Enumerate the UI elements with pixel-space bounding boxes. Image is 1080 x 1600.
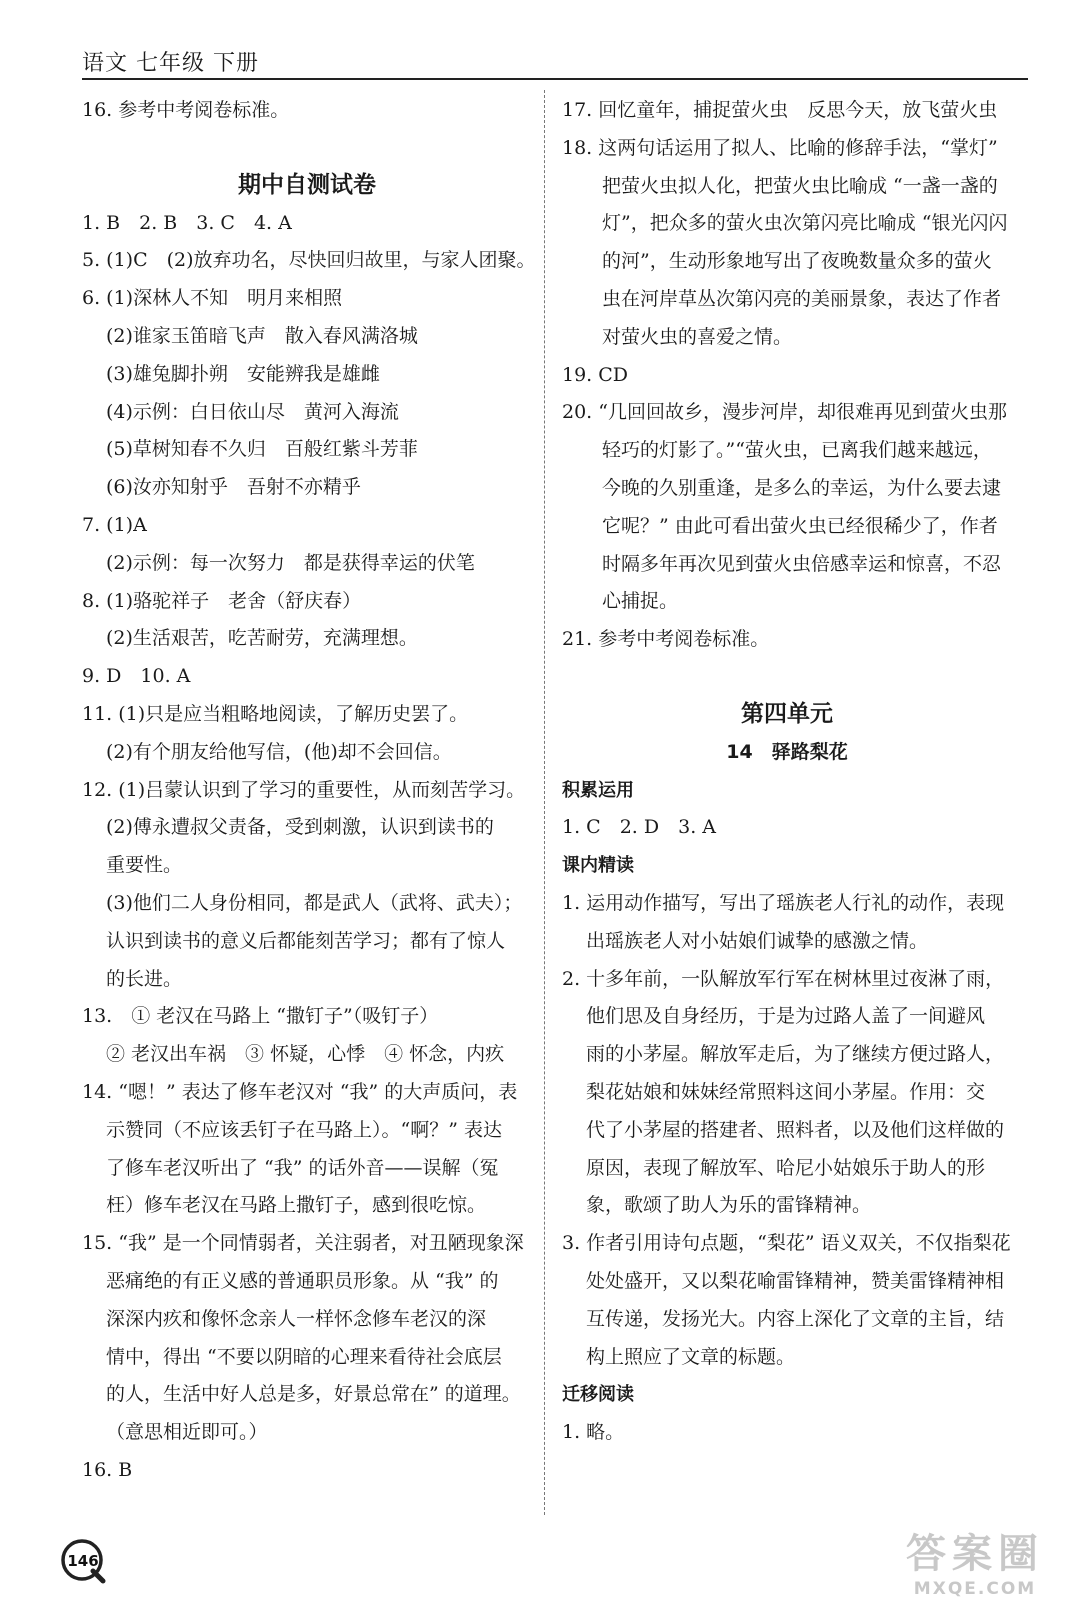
answer-line: ② 老汉出车祸 ③ 怀疑，心悸 ④ 怀念，内疚 bbox=[106, 1043, 505, 1066]
answer-line: 原因，表现了解放军、哈尼小姑娘乐于助人的形 bbox=[586, 1156, 986, 1179]
answer-line: (4)示例：白日依山尽 黄河入海流 bbox=[106, 400, 399, 423]
answer-line: 代了小茅屋的搭建者、照料者，以及他们这样做的 bbox=[586, 1118, 1005, 1141]
answer-line: 1. C 2. D 3. A bbox=[562, 816, 716, 839]
watermark-logo bbox=[906, 1522, 1044, 1599]
left-column bbox=[82, 92, 536, 1490]
answer-line: 15. “我” 是一个同情弱者，关注弱者，对丑陋现象深 bbox=[82, 1232, 524, 1255]
answer-line: 5. (1)C (2)放弃功名，尽快回归故里，与家人团聚。 bbox=[82, 249, 536, 272]
answer-line: 构上照应了文章的标题。 bbox=[586, 1345, 796, 1368]
lesson-title: 14 驿路梨花 bbox=[726, 740, 848, 763]
answer-line: 14. “嗯！” 表达了修车老汉对 “我” 的大声质问，表 bbox=[82, 1080, 518, 1103]
answer-line: 16. B bbox=[82, 1458, 133, 1481]
answer-line: (2)谁家玉笛暗飞声 散入春风满洛城 bbox=[106, 324, 418, 347]
answer-line: 7. (1)A bbox=[82, 513, 147, 536]
answer-line: （意思相近即可。） bbox=[106, 1421, 268, 1444]
answer-line: 他们思及自身经历，于是为过路人盖了一间避风 bbox=[586, 1005, 986, 1028]
answer-line: 11. (1)只是应当粗略地阅读，了解历史罢了。 bbox=[82, 702, 469, 725]
answer-line: 重要性。 bbox=[106, 854, 183, 877]
answer-line: (3)雄兔脚扑朔 安能辨我是雄雌 bbox=[106, 362, 380, 385]
answer-line: 心捕捉。 bbox=[602, 590, 679, 613]
answer-line: 的人，生活中好人总是多，好景总常在” 的道理。 bbox=[106, 1383, 521, 1406]
answer-line: (6)汝亦知射乎 吾射不亦精乎 bbox=[106, 476, 361, 499]
answer-line: 梨花姑娘和妹妹经常照料这间小茅屋。作用：交 bbox=[586, 1080, 986, 1103]
answer-line: 虫在河岸草丛次第闪亮的美丽景象，表达了作者 bbox=[602, 287, 1002, 310]
answer-line: 轻巧的灯影了。”“萤火虫，已离我们越来越远， bbox=[602, 439, 992, 462]
answer-line: 雨的小茅屋。解放军走后，为了继续方便过路人， bbox=[586, 1043, 1005, 1066]
answer-line: (2)示例：每一次努力 都是获得幸运的伏笔 bbox=[106, 551, 475, 574]
answer-line: 1. 运用动作描写，写出了瑶族老人行礼的动作，表现 bbox=[562, 891, 1005, 914]
answer-line: 6. (1)深林人不知 明月来相照 bbox=[82, 287, 343, 310]
unit-title: 第四单元 bbox=[741, 700, 833, 727]
answer-line: 1. 略。 bbox=[562, 1421, 625, 1444]
answer-line: 17. 回忆童年，捕捉萤火虫 反思今天，放飞萤火虫 bbox=[562, 99, 998, 121]
answer-line: 时隔多年再次见到萤火虫倍感幸运和惊喜，不忍 bbox=[602, 552, 1002, 575]
answer-line: 今晚的久别重逢，是多么的幸运，为什么要去逮 bbox=[602, 476, 1002, 499]
book-header: 语文 七年级 下册 bbox=[82, 51, 259, 76]
answer-line: 情中，得出 “不要以阴暗的心理来看待社会底层 bbox=[106, 1345, 502, 1368]
answer-line: 把萤火虫拟人化，把萤火虫比喻成 “一盏一盏的 bbox=[602, 174, 998, 197]
column-divider bbox=[544, 90, 545, 1515]
page-number: 146 bbox=[67, 1552, 99, 1570]
header-rule bbox=[82, 78, 1028, 80]
watermark-text: 答案圈 bbox=[906, 1531, 1044, 1577]
answer-line: 21. 参考中考阅卷标准。 bbox=[562, 628, 770, 651]
answer-line: 了修车老汉听出了 “我” 的话外音——误解（冤 bbox=[106, 1156, 499, 1179]
answer-line: 8. (1)骆驼祥子 老舍（舒庆春） bbox=[82, 589, 362, 612]
right-column bbox=[562, 92, 1012, 1452]
answer-line: 认识到读书的意义后都能刻苦学习；都有了惊人 bbox=[106, 929, 506, 952]
subsection-title: 迁移阅读 bbox=[562, 1384, 634, 1406]
answer-line: (2)有个朋友给他写信，(他)却不会回信。 bbox=[106, 740, 452, 763]
answer-line: 对萤火虫的喜爱之情。 bbox=[602, 325, 793, 348]
watermark-url: MXQE.COM bbox=[913, 1579, 1037, 1599]
answer-line: 2. 十多年前，一队解放军行军在树林里过夜淋了雨， bbox=[562, 967, 1005, 990]
answer-line: 的河”，生动形象地写出了夜晚数量众多的萤火 bbox=[602, 250, 992, 273]
answer-line: 12. (1)吕蒙认识到了学习的重要性，从而刻苦学习。 bbox=[82, 778, 526, 801]
subsection-title: 课内精读 bbox=[562, 855, 634, 877]
answer-line: 深深内疚和像怀念亲人一样怀念修车老汉的深 bbox=[106, 1307, 487, 1330]
answer-line: 灯”，把众多的萤火虫次第闪亮比喻成 “银光闪闪 bbox=[602, 212, 1008, 235]
answer-line: 20. “几回回故乡，漫步河岸，却很难再见到萤火虫那 bbox=[562, 401, 1007, 424]
answer-line: (3)他们二人身份相同，都是武人（武将、武夫）； bbox=[106, 891, 523, 914]
section-title-midterm: 期中自测试卷 bbox=[238, 171, 376, 198]
answer-line: 3. 作者引用诗句点题，“梨花” 语义双关，不仅指梨花 bbox=[562, 1232, 1011, 1255]
subsection-title: 积累运用 bbox=[562, 779, 634, 801]
answer-line: 它呢？” 由此可看出萤火虫已经很稀少了，作者 bbox=[602, 514, 998, 537]
answer-line: 的长进。 bbox=[106, 967, 183, 990]
answer-line: 枉）修车老汉在马路上撒钉子，感到很吃惊。 bbox=[106, 1194, 487, 1217]
answer-line: 13. ① 老汉在马路上 “撒钉子”（吸钉子） bbox=[82, 1005, 439, 1028]
answer-line: 9. D 10. A bbox=[82, 665, 191, 688]
answer-line: (2)傅永遭叔父责备，受到刺激，认识到读书的 bbox=[106, 816, 494, 839]
answer-line: 16. 参考中考阅卷标准。 bbox=[82, 99, 290, 121]
answer-line: 18. 这两句话运用了拟人、比喻的修辞手法，“掌灯” bbox=[562, 136, 998, 159]
answer-line: (2)生活艰苦，吃苦耐劳，充满理想。 bbox=[106, 627, 418, 650]
answer-line: 示赞同（不应该丢钉子在马路上）。“啊？” 表达 bbox=[106, 1118, 502, 1141]
answer-line: 出瑶族老人对小姑娘们诚挚的感激之情。 bbox=[586, 929, 929, 952]
answer-line: (5)草树知春不久归 百般红紫斗芳菲 bbox=[106, 438, 418, 461]
answer-line: 19. CD bbox=[562, 363, 629, 386]
answer-line: 1. B 2. B 3. C 4. A bbox=[82, 211, 292, 234]
answer-line: 处处盛开，又以梨花喻雷锋精神，赞美雷锋精神相 bbox=[586, 1269, 1005, 1292]
answer-line: 恶痛绝的有正义感的普通职员形象。从 “我” 的 bbox=[106, 1269, 499, 1292]
answer-line: 象，歌颂了助人为乐的雷锋精神。 bbox=[586, 1194, 872, 1217]
answer-line: 互传递，发扬光大。内容上深化了文章的主旨，结 bbox=[586, 1307, 1005, 1330]
